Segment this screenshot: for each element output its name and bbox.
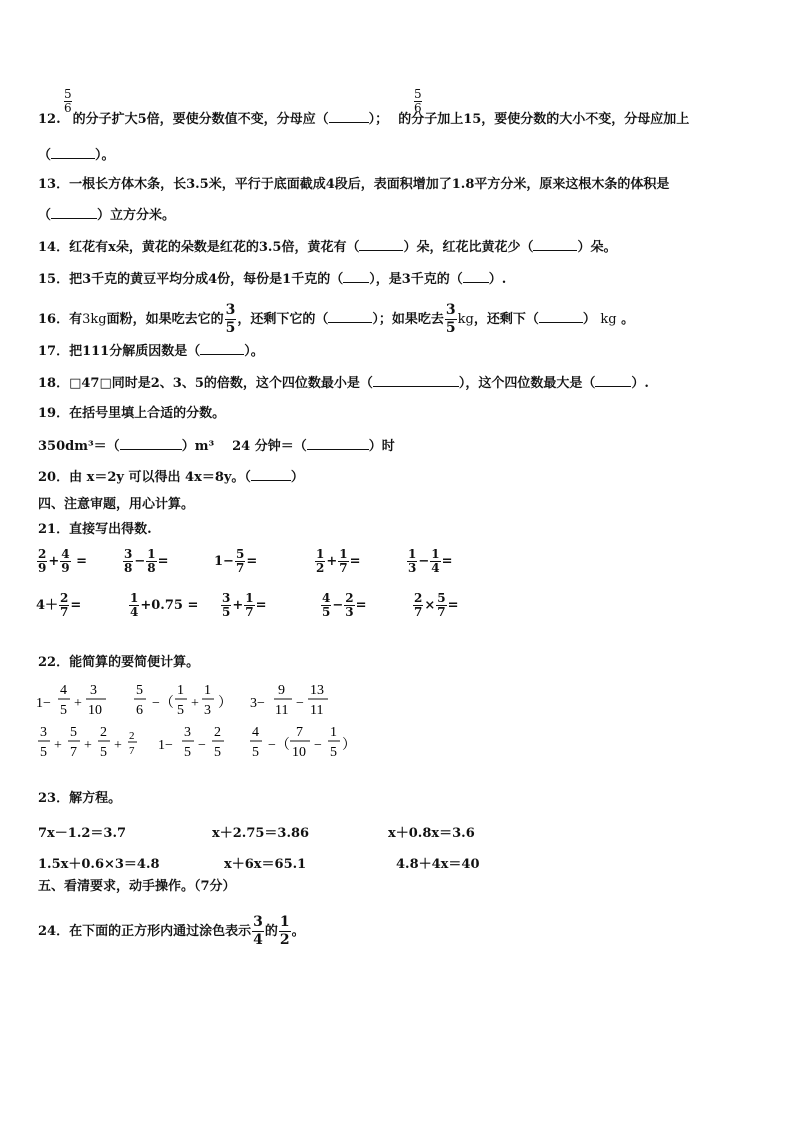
svg-text:4: 4 [60,683,67,698]
svg-text:6: 6 [136,703,143,718]
fraction: $\frac{1}{4}$ [431,547,440,575]
fraction: $\frac{3}{5}$ [445,302,456,336]
q18: 18．□47□同时是2、3、5的倍数，这个四位数最小是（ ），这个四位数最大是（ ）. [38,376,649,391]
q22-title: 22．能简算的要简便计算。 [38,655,200,670]
svg-text:−: − [296,696,304,711]
section-5-heading: 五、看清要求，动手操作。（7分） [38,879,236,894]
answer-blank[interactable] [595,374,631,387]
svg-text:）: ） [342,738,356,753]
svg-text:3: 3 [204,703,211,718]
answer-blank[interactable] [51,146,95,159]
svg-text:+: + [74,696,82,711]
q16: 16．有3kg面粉，如果吃去它的 $\frac{3}{5}$ ，还剩下它的（ ）；如果吃去 $\frac{3}{5}$ kg，还剩下（ ） kg 。 [38,302,635,336]
fraction: $\frac{4}{9}$ [61,547,70,575]
svg-text:2: 2 [129,730,135,742]
fraction: $\frac{2}{3}$ [345,591,354,619]
answer-blank[interactable] [200,342,244,355]
q12-line2: （ ）。 [38,148,115,163]
svg-text:5: 5 [40,745,47,760]
answer-blank[interactable] [373,374,459,387]
q21-item: 4＋ $\frac{2}{7}$ = [36,591,82,619]
q22-expressions [34,680,454,770]
svg-text:1: 1 [177,683,184,698]
fraction: $\frac{1}{3}$ [408,547,417,575]
q23-eq-1: 7x－1.2＝3.7 [38,826,127,841]
q13-line1: 13．一根长方体木条，长3.5米，平行于底面截成4段后，表面积增加了1.8平方分米，原来这根木条的体积是 [38,177,670,192]
q15: 15．把3千克的黄豆平均分成4份，每份是1千克的（ ），是3千克的（ ）. [38,272,507,287]
q21-item: $\frac{3}{8}$ − $\frac{1}{8}$ = [124,547,169,575]
fraction: $\frac{2}{7}$ [60,591,69,619]
svg-text:11: 11 [310,703,324,718]
fraction: $\frac{1}{8}$ [147,547,156,575]
answer-blank[interactable] [251,468,291,481]
svg-text:5: 5 [100,745,107,760]
q12-line1: 12. 的分子扩大5倍，要使分数值不变，分母应（ ）； 的分子加上15，要使分数的大小不变，分母应加上 [38,112,690,127]
fraction: $\frac{2}{7}$ [414,591,423,619]
svg-text:3: 3 [184,725,191,740]
svg-text:10: 10 [292,745,306,760]
q23-eq-6: 4.8＋4x＝40 [396,857,480,872]
svg-text:−（: −（ [268,738,290,753]
q12-fraction-1: 5 6 [64,87,72,115]
fraction: $\frac{1}{2}$ [316,547,325,575]
svg-text:+: + [191,696,199,711]
svg-text:−: − [314,738,322,753]
q12-fraction-2: 5 6 [414,87,422,115]
svg-text:）: ） [218,696,232,711]
q14: 14．红花有x朵，黄花的朵数是红花的3.5倍，黄花有（ ）朵，红花比黄花少（ ）朵。 [38,240,617,255]
q13-line2: （ ）立方分米。 [38,208,176,223]
answer-blank[interactable] [307,437,369,450]
answer-blank[interactable] [533,238,577,251]
answer-blank[interactable] [329,110,369,123]
svg-text:13: 13 [310,683,324,698]
fraction: $\frac{2}{9}$ [38,547,47,575]
q21-item: 1− $\frac{5}{7}$ = [214,547,258,575]
q22-expr-5: 1− [158,738,173,753]
q21-item: $\frac{2}{7}$ × $\frac{5}{7}$ = [414,591,459,619]
section-4-heading: 四、注意审题，用心计算。 [38,497,195,512]
svg-text:7: 7 [70,745,77,760]
fraction: $\frac{4}{5}$ [322,591,331,619]
svg-text:−: − [198,738,206,753]
q19-title: 19．在括号里填上合适的分数。 [38,406,226,421]
q20: 20．由 x＝2y 可以得出 4x＝8y。（ ） [38,470,304,485]
q21-item: $\frac{1}{2}$ + $\frac{1}{7}$ = [316,547,361,575]
svg-text:5: 5 [252,745,259,760]
svg-text:7: 7 [296,725,303,740]
q23-eq-3: x＋0.8x＝3.6 [388,826,475,841]
svg-text:−（: −（ [152,696,174,711]
svg-text:5: 5 [177,703,184,718]
q22-expr-1: 1− [36,696,51,711]
svg-text:5: 5 [60,703,67,718]
answer-blank[interactable] [328,310,372,323]
q22-expr-2: 5 [136,683,143,698]
q23-eq-4: 1.5x＋0.6×3＝4.8 [38,857,160,872]
svg-text:9: 9 [278,683,285,698]
svg-text:5: 5 [330,745,337,760]
svg-text:1: 1 [330,725,337,740]
fraction: $\frac{1}{7}$ [245,591,254,619]
q17: 17．把111分解质因数是（ ）。 [38,344,264,359]
svg-text:10: 10 [88,703,102,718]
fraction: $\frac{5}{7}$ [235,547,245,575]
answer-blank[interactable] [539,310,583,323]
q24: 24．在下面的正方形内通过涂色表示 $\frac{3}{4}$ 的 $\frac{1}{2}$ 。 [38,914,305,948]
q21-title: 21．直接写出得数. [38,522,152,537]
svg-text:5: 5 [70,725,77,740]
q21-item: $\frac{2}{9}$ + $\frac{4}{9}$ = [38,547,88,575]
q23-eq-2: x＋2.75＝3.86 [212,826,310,841]
fraction: $\frac{1}{4}$ [130,591,139,619]
q21-item: $\frac{4}{5}$ − $\frac{2}{3}$ = [322,591,367,619]
fraction: $\frac{5}{7}$ [437,591,446,619]
svg-text:1: 1 [204,683,211,698]
q22-expr-3: 3− [250,696,265,711]
answer-blank[interactable] [359,238,403,251]
fraction: $\frac{1}{2}$ [279,914,290,948]
fraction: $\frac{3}{5}$ [222,591,231,619]
answer-blank[interactable] [51,206,97,219]
q19-items: 350dm³＝（ ）m³ 24 分钟＝（ ）时 [38,439,395,454]
q21-item: $\frac{1}{4}$ +0.75 = [130,591,199,619]
svg-text:3: 3 [90,683,97,698]
fraction: $\frac{3}{8}$ [124,547,133,575]
q23-title: 23．解方程。 [38,791,122,806]
svg-text:2: 2 [100,725,107,740]
fraction: $\frac{1}{7}$ [339,547,348,575]
svg-text:5: 5 [214,745,221,760]
q21-item: $\frac{1}{3}$ − $\frac{1}{4}$ = [408,547,453,575]
answer-blank[interactable] [343,270,369,283]
fraction: $\frac{3}{4}$ [253,914,263,948]
q21-item: $\frac{3}{5}$ + $\frac{1}{7}$ = [222,591,267,619]
svg-text:2: 2 [214,725,221,740]
svg-text:+: + [114,738,122,753]
svg-text:5: 5 [184,745,191,760]
q22-expr-6: 4 [252,725,259,740]
answer-blank[interactable] [120,437,182,450]
svg-text:7: 7 [129,745,135,757]
fraction: $\frac{3}{5}$ [225,302,236,336]
svg-text:+: + [84,738,92,753]
q23-eq-5: x＋6x＝65.1 [224,857,307,872]
svg-text:+: + [54,738,62,753]
q22-expr-4: 3 [40,725,47,740]
answer-blank[interactable] [463,270,489,283]
svg-text:11: 11 [275,703,289,718]
